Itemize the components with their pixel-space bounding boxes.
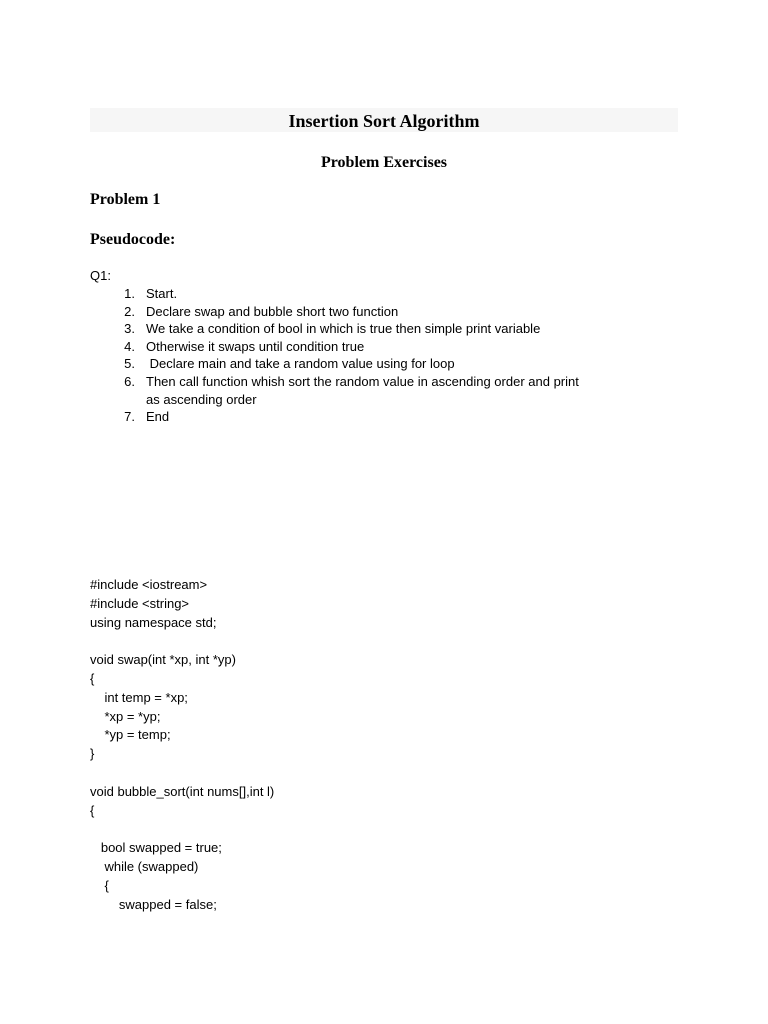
code-line: *xp = *yp; [90, 708, 161, 724]
list-item [90, 303, 650, 321]
step-number: 7. [124, 409, 135, 425]
step-text: Otherwise it swaps until condition true [146, 338, 365, 354]
code-line: { [90, 877, 109, 893]
code-listing [90, 576, 690, 914]
list-item [90, 408, 650, 426]
step-text: Declare main and take a random value using for loop [146, 356, 455, 372]
code-line: void bubble_sort(int nums[],int l) [90, 783, 275, 799]
step-text: End [146, 409, 170, 425]
step-text: Start. [146, 286, 178, 301]
step-number: 5. [124, 356, 135, 372]
code-line [90, 764, 690, 783]
step-number: 3. [124, 321, 135, 337]
document-subtitle: Problem Exercises [320, 154, 448, 171]
step-number: 1. [124, 286, 135, 301]
code-line [90, 820, 690, 839]
code-line: *yp = temp; [90, 727, 171, 743]
step-text: Declare swap and bubble short two function [146, 303, 399, 319]
list-item [90, 373, 650, 408]
step-text: Then call function whish sort the random value in ascending order and print as ascending order [146, 373, 583, 407]
code-line: swapped = false; [90, 896, 217, 912]
code-line: void swap(int *xp, int *yp) [90, 652, 236, 668]
step-number: 2. [124, 303, 135, 319]
code-line: using namespace std; [90, 614, 217, 630]
document-title: Insertion Sort Algorithm [288, 111, 480, 131]
pseudocode-steps [90, 285, 650, 426]
code-line: #include <string> [90, 595, 190, 611]
code-line: int temp = *xp; [90, 689, 188, 705]
step-text: We take a condition of bool in which is true then simple print variable [146, 321, 541, 337]
code-line: } [90, 746, 95, 762]
code-line: #include <iostream> [90, 577, 208, 592]
code-line: bool swapped = true; [90, 840, 222, 856]
pseudocode-heading: Pseudocode: [90, 231, 176, 248]
code-line: while (swapped) [90, 858, 199, 874]
code-line [90, 632, 690, 651]
code-line: { [90, 670, 95, 686]
code-line: { [90, 802, 95, 818]
list-item [90, 320, 650, 338]
list-item [90, 355, 650, 373]
list-item [90, 285, 650, 303]
step-number: 4. [124, 338, 135, 354]
problem-heading: Problem 1 [90, 191, 161, 208]
list-item [90, 338, 650, 356]
question-label: Q1: [90, 268, 111, 283]
step-number: 6. [124, 373, 135, 389]
